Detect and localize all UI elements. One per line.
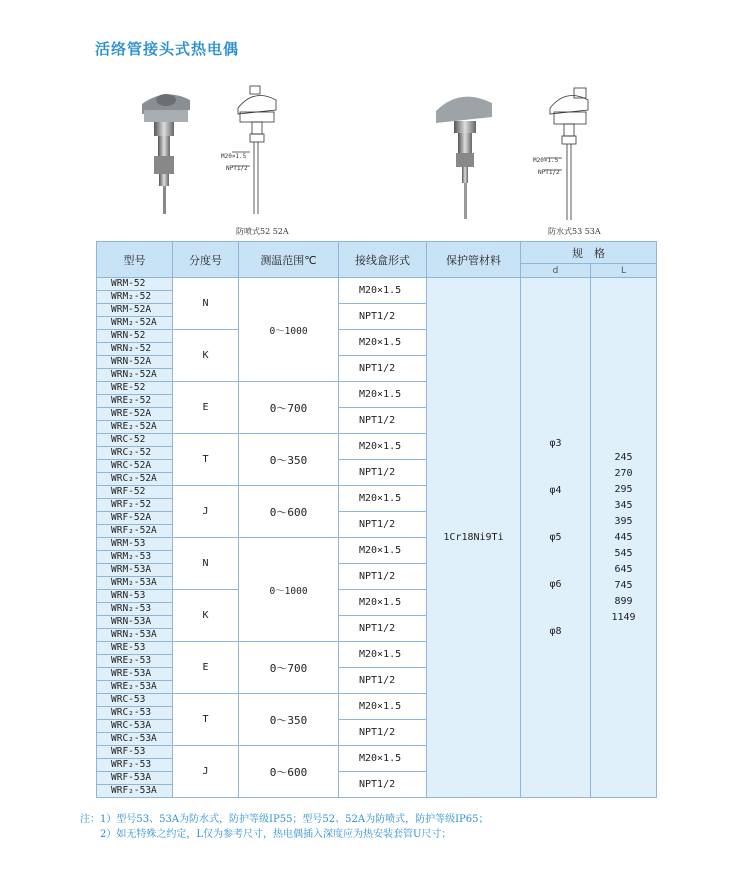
division-cell: N: [173, 278, 239, 330]
d-value: φ3: [549, 438, 562, 449]
division-cell: K: [173, 590, 239, 642]
L-value: 445: [614, 532, 633, 543]
range-cell: 0～350: [239, 434, 339, 486]
division-cell: T: [173, 694, 239, 746]
model-cell: WRF-53A: [97, 772, 173, 785]
model-cell: WRC₂-53A: [97, 733, 173, 746]
model-cell: WRE-52: [97, 382, 173, 395]
division-cell: K: [173, 330, 239, 382]
header-model: 型号: [97, 242, 173, 278]
thermocouple-photo-2: [430, 85, 500, 225]
note-2: 2）如无特殊之约定，L仅为参考尺寸，热电偶插入深度应为热安装套管U尺寸；: [80, 829, 452, 840]
model-cell: WRE-53A: [97, 668, 173, 681]
model-cell: WRF₂-53A: [97, 785, 173, 798]
range-cell: 0～600: [239, 746, 339, 798]
thermocouple-drawing-1: [220, 82, 290, 222]
note-1: 注：1）型号53、53A为防水式，防护等级IP55；型号52、52A为防喷式，防护等级IP65；: [80, 814, 489, 825]
material-cell: 1Cr18Ni9Ti: [427, 278, 521, 798]
model-cell: WRC-52: [97, 434, 173, 447]
box-type-cell: M20×1.5: [339, 538, 427, 564]
header-spec: 规 格: [521, 242, 657, 264]
caption-1: 防喷式52 52A: [236, 227, 289, 236]
L-value: 745: [614, 580, 633, 591]
L-value: 345: [614, 500, 633, 511]
box-type-cell: NPT1/2: [339, 720, 427, 746]
box-type-cell: M20×1.5: [339, 330, 427, 356]
range-cell: 0～350: [239, 694, 339, 746]
box-type-cell: M20×1.5: [339, 486, 427, 512]
box-type-cell: M20×1.5: [339, 590, 427, 616]
L-value: 295: [614, 484, 633, 495]
model-cell: WRN₂-52: [97, 343, 173, 356]
L-value: 645: [614, 564, 633, 575]
model-cell: WRE₂-53A: [97, 681, 173, 694]
model-cell: WRC₂-52: [97, 447, 173, 460]
box-type-cell: M20×1.5: [339, 694, 427, 720]
range-cell: 0～700: [239, 382, 339, 434]
L-value: 545: [614, 548, 633, 559]
model-cell: WRC-53: [97, 694, 173, 707]
notes: [80, 812, 489, 842]
header-range: 测温范围℃: [239, 242, 339, 278]
box-type-cell: M20×1.5: [339, 382, 427, 408]
division-cell: J: [173, 486, 239, 538]
dim-m20-label: M20×1.5: [221, 153, 247, 160]
model-cell: WRC-53A: [97, 720, 173, 733]
model-cell: WRN-53: [97, 590, 173, 603]
division-cell: T: [173, 434, 239, 486]
header-d: d: [521, 264, 591, 278]
model-cell: WRM₂-52A: [97, 317, 173, 330]
box-type-cell: NPT1/2: [339, 460, 427, 486]
d-value: φ4: [549, 485, 562, 496]
model-cell: WRF-52A: [97, 512, 173, 525]
model-cell: WRF-53: [97, 746, 173, 759]
L-values-cell: [591, 278, 657, 798]
dim-npt-label-2: NPT1/2: [538, 169, 560, 176]
box-type-cell: NPT1/2: [339, 772, 427, 798]
caption-2: 防水式53 53A: [548, 227, 601, 236]
model-cell: WRC₂-52A: [97, 473, 173, 486]
division-cell: J: [173, 746, 239, 798]
model-cell: WRE₂-52A: [97, 421, 173, 434]
range-cell: 0～600: [239, 486, 339, 538]
model-cell: WRM-53: [97, 538, 173, 551]
model-cell: WRE-52A: [97, 408, 173, 421]
dim-m20-label-2: M20×1.5: [533, 157, 559, 164]
header-division: 分度号: [173, 242, 239, 278]
model-cell: WRE₂-53: [97, 655, 173, 668]
L-value: 270: [614, 468, 633, 479]
model-cell: WRF₂-52: [97, 499, 173, 512]
spec-table: [96, 241, 656, 803]
L-value: 395: [614, 516, 633, 527]
model-cell: WRC₂-53: [97, 707, 173, 720]
model-cell: WRN-52A: [97, 356, 173, 369]
model-cell: WRN₂-53A: [97, 629, 173, 642]
model-cell: WRM₂-52: [97, 291, 173, 304]
box-type-cell: NPT1/2: [339, 304, 427, 330]
header-box: 接线盒形式: [339, 242, 427, 278]
header-L: L: [591, 264, 657, 278]
model-cell: WRF-52: [97, 486, 173, 499]
L-value: 1149: [611, 612, 636, 623]
range-cell: 0～1000: [239, 278, 339, 382]
header-material: 保护管材料: [427, 242, 521, 278]
box-type-cell: NPT1/2: [339, 408, 427, 434]
L-value: 899: [614, 596, 633, 607]
model-cell: WRC-52A: [97, 460, 173, 473]
box-type-cell: M20×1.5: [339, 434, 427, 460]
thermocouple-drawing-2: [530, 82, 600, 227]
table-row: [97, 278, 657, 291]
model-cell: WRM-52: [97, 278, 173, 291]
d-value: φ8: [549, 626, 562, 637]
d-value: φ5: [549, 532, 562, 543]
box-type-cell: NPT1/2: [339, 512, 427, 538]
box-type-cell: NPT1/2: [339, 356, 427, 382]
box-type-cell: M20×1.5: [339, 278, 427, 304]
thermocouple-photo-1: [130, 82, 200, 217]
d-value: φ6: [549, 579, 562, 590]
range-cell: 0～1000: [239, 538, 339, 642]
model-cell: WRF₂-52A: [97, 525, 173, 538]
model-cell: WRN₂-52A: [97, 369, 173, 382]
model-cell: WRF₂-53: [97, 759, 173, 772]
model-cell: WRM₂-53: [97, 551, 173, 564]
model-cell: WRN-52: [97, 330, 173, 343]
model-cell: WRN-53A: [97, 616, 173, 629]
model-cell: WRM-53A: [97, 564, 173, 577]
model-cell: WRM-52A: [97, 304, 173, 317]
model-cell: WRM₂-53A: [97, 577, 173, 590]
model-cell: WRN₂-53: [97, 603, 173, 616]
d-values-cell: [521, 278, 591, 798]
dim-npt-label: NPT1/2: [226, 165, 248, 172]
L-value: 245: [614, 452, 633, 463]
box-type-cell: NPT1/2: [339, 616, 427, 642]
box-type-cell: M20×1.5: [339, 642, 427, 668]
box-type-cell: M20×1.5: [339, 746, 427, 772]
division-cell: E: [173, 642, 239, 694]
division-cell: N: [173, 538, 239, 590]
page-title: 活络管接头式热电偶: [95, 40, 240, 58]
model-cell: WRE₂-52: [97, 395, 173, 408]
range-cell: 0～700: [239, 642, 339, 694]
division-cell: E: [173, 382, 239, 434]
model-cell: WRE-53: [97, 642, 173, 655]
box-type-cell: NPT1/2: [339, 668, 427, 694]
spec-table-body: [97, 278, 657, 798]
box-type-cell: NPT1/2: [339, 564, 427, 590]
